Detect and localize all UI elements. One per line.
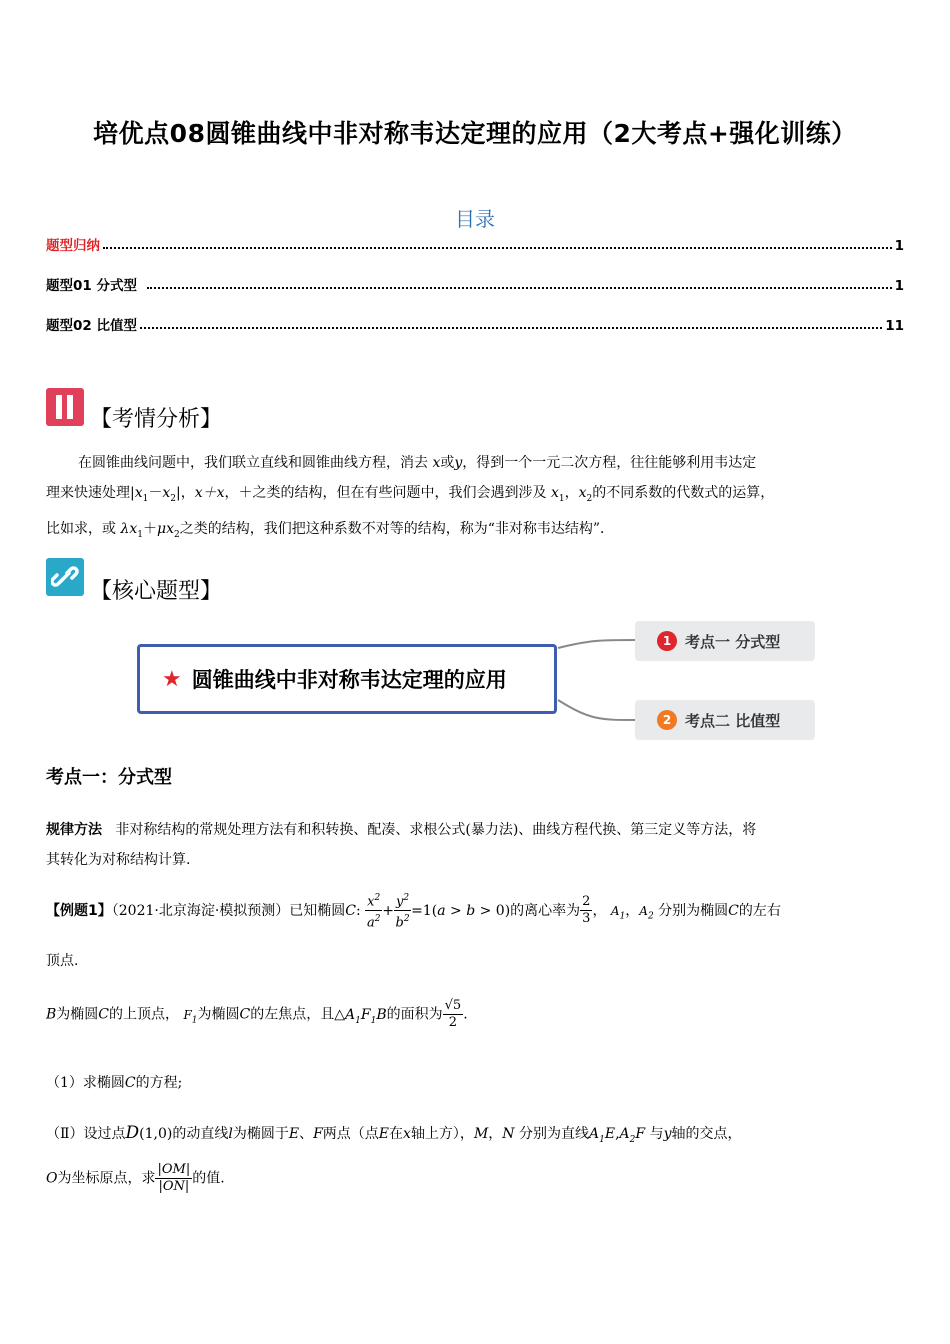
example-line-2: 顶点. [46,953,79,969]
method-paragraph: 规律方法 非对称结构的常规处理方法有和积转换、配凑、求根公式(暴力法)、曲线方程代换、第三定义等方法，将 其转化为对称结构计算. [46,822,757,868]
question-2: （Ⅱ）设过点D(1,0)的动直线l为椭圆于E、F两点（点E在x轴上方），M，N 分别为直线$A_1E,A_2F$ 与y轴的交点， [46,1123,742,1145]
star-icon: ★ [162,666,182,692]
link-icon [46,558,84,596]
number-badge: 2 [657,710,677,730]
toc-dots [140,327,882,329]
mindmap-node-1: 1 考点一 分式型 [635,621,815,661]
mindmap-center-node: ★ 圆锥曲线中非对称韦达定理的应用 [137,644,557,714]
toc-item-2[interactable] [46,272,904,294]
example-line-1: 【例题1】（2021·北京海淀·模拟预测）已知椭圆C: $\frac{x^2}{a^2}$ + $\frac{y^2}{b^2}$ =1(a > b > 0)的离心率为 $\frac{2}{3}$ ， $A_1$，$A_2$ 分别为椭圆C的左右 [46,890,904,932]
toc-item-label: 题型归纳 [46,238,100,254]
section-title-analysis: 【考情分析】 [90,407,223,432]
analysis-icon [46,388,84,426]
toc-heading: 目录 [455,207,495,231]
toc-item-page: 1 [894,238,904,254]
toc-item-1[interactable] [46,232,904,254]
kaodian-heading: 考点一：分式型 [46,767,172,788]
toc-dots [147,287,892,289]
toc-item-page: 11 [885,318,904,334]
toc-item-label: 题型01 分式型 [46,278,137,294]
question-1: （1）求椭圆C的方程; [46,1075,183,1091]
mindmap-node-2: 2 考点二 比值型 [635,700,815,740]
example-line-3: B为椭圆C的上顶点， $F_1$为椭圆C的左焦点，且$\triangle A_1F_1B$的面积为 $\frac{√5}{2}$ . [46,998,468,1030]
number-badge: 1 [657,631,677,651]
page-title: 培优点08圆锥曲线中非对称韦达定理的应用（2大考点+强化训练） [93,119,857,148]
toc-item-label: 题型02 比值型 [46,318,137,334]
toc-item-3[interactable] [46,312,904,334]
question-2-cont: O为坐标原点，求 $\frac{|OM|}{|ON|}$ 的值. [46,1162,225,1194]
toc-dots [103,247,892,249]
toc-item-page: 1 [894,278,904,294]
analysis-paragraph: 在圆锥曲线问题中，我们联立直线和圆锥曲线方程，消去 x或y，得到一个一元二次方程，往往能够利用韦达定 理来快速处理$|x_1-x_2|$，x＋x，＋之类的结构，但在有些问题中，我们会遇到涉及 $x_1$，$x_2$的不同系数的代数式的运算， 比如求，或 $\lambda x_1+\mu x_2$之类的结构，我们把这种系数不对等的结构，称为“非对称韦达结构”． [46,455,775,540]
section-title-core: 【核心题型】 [90,579,223,604]
